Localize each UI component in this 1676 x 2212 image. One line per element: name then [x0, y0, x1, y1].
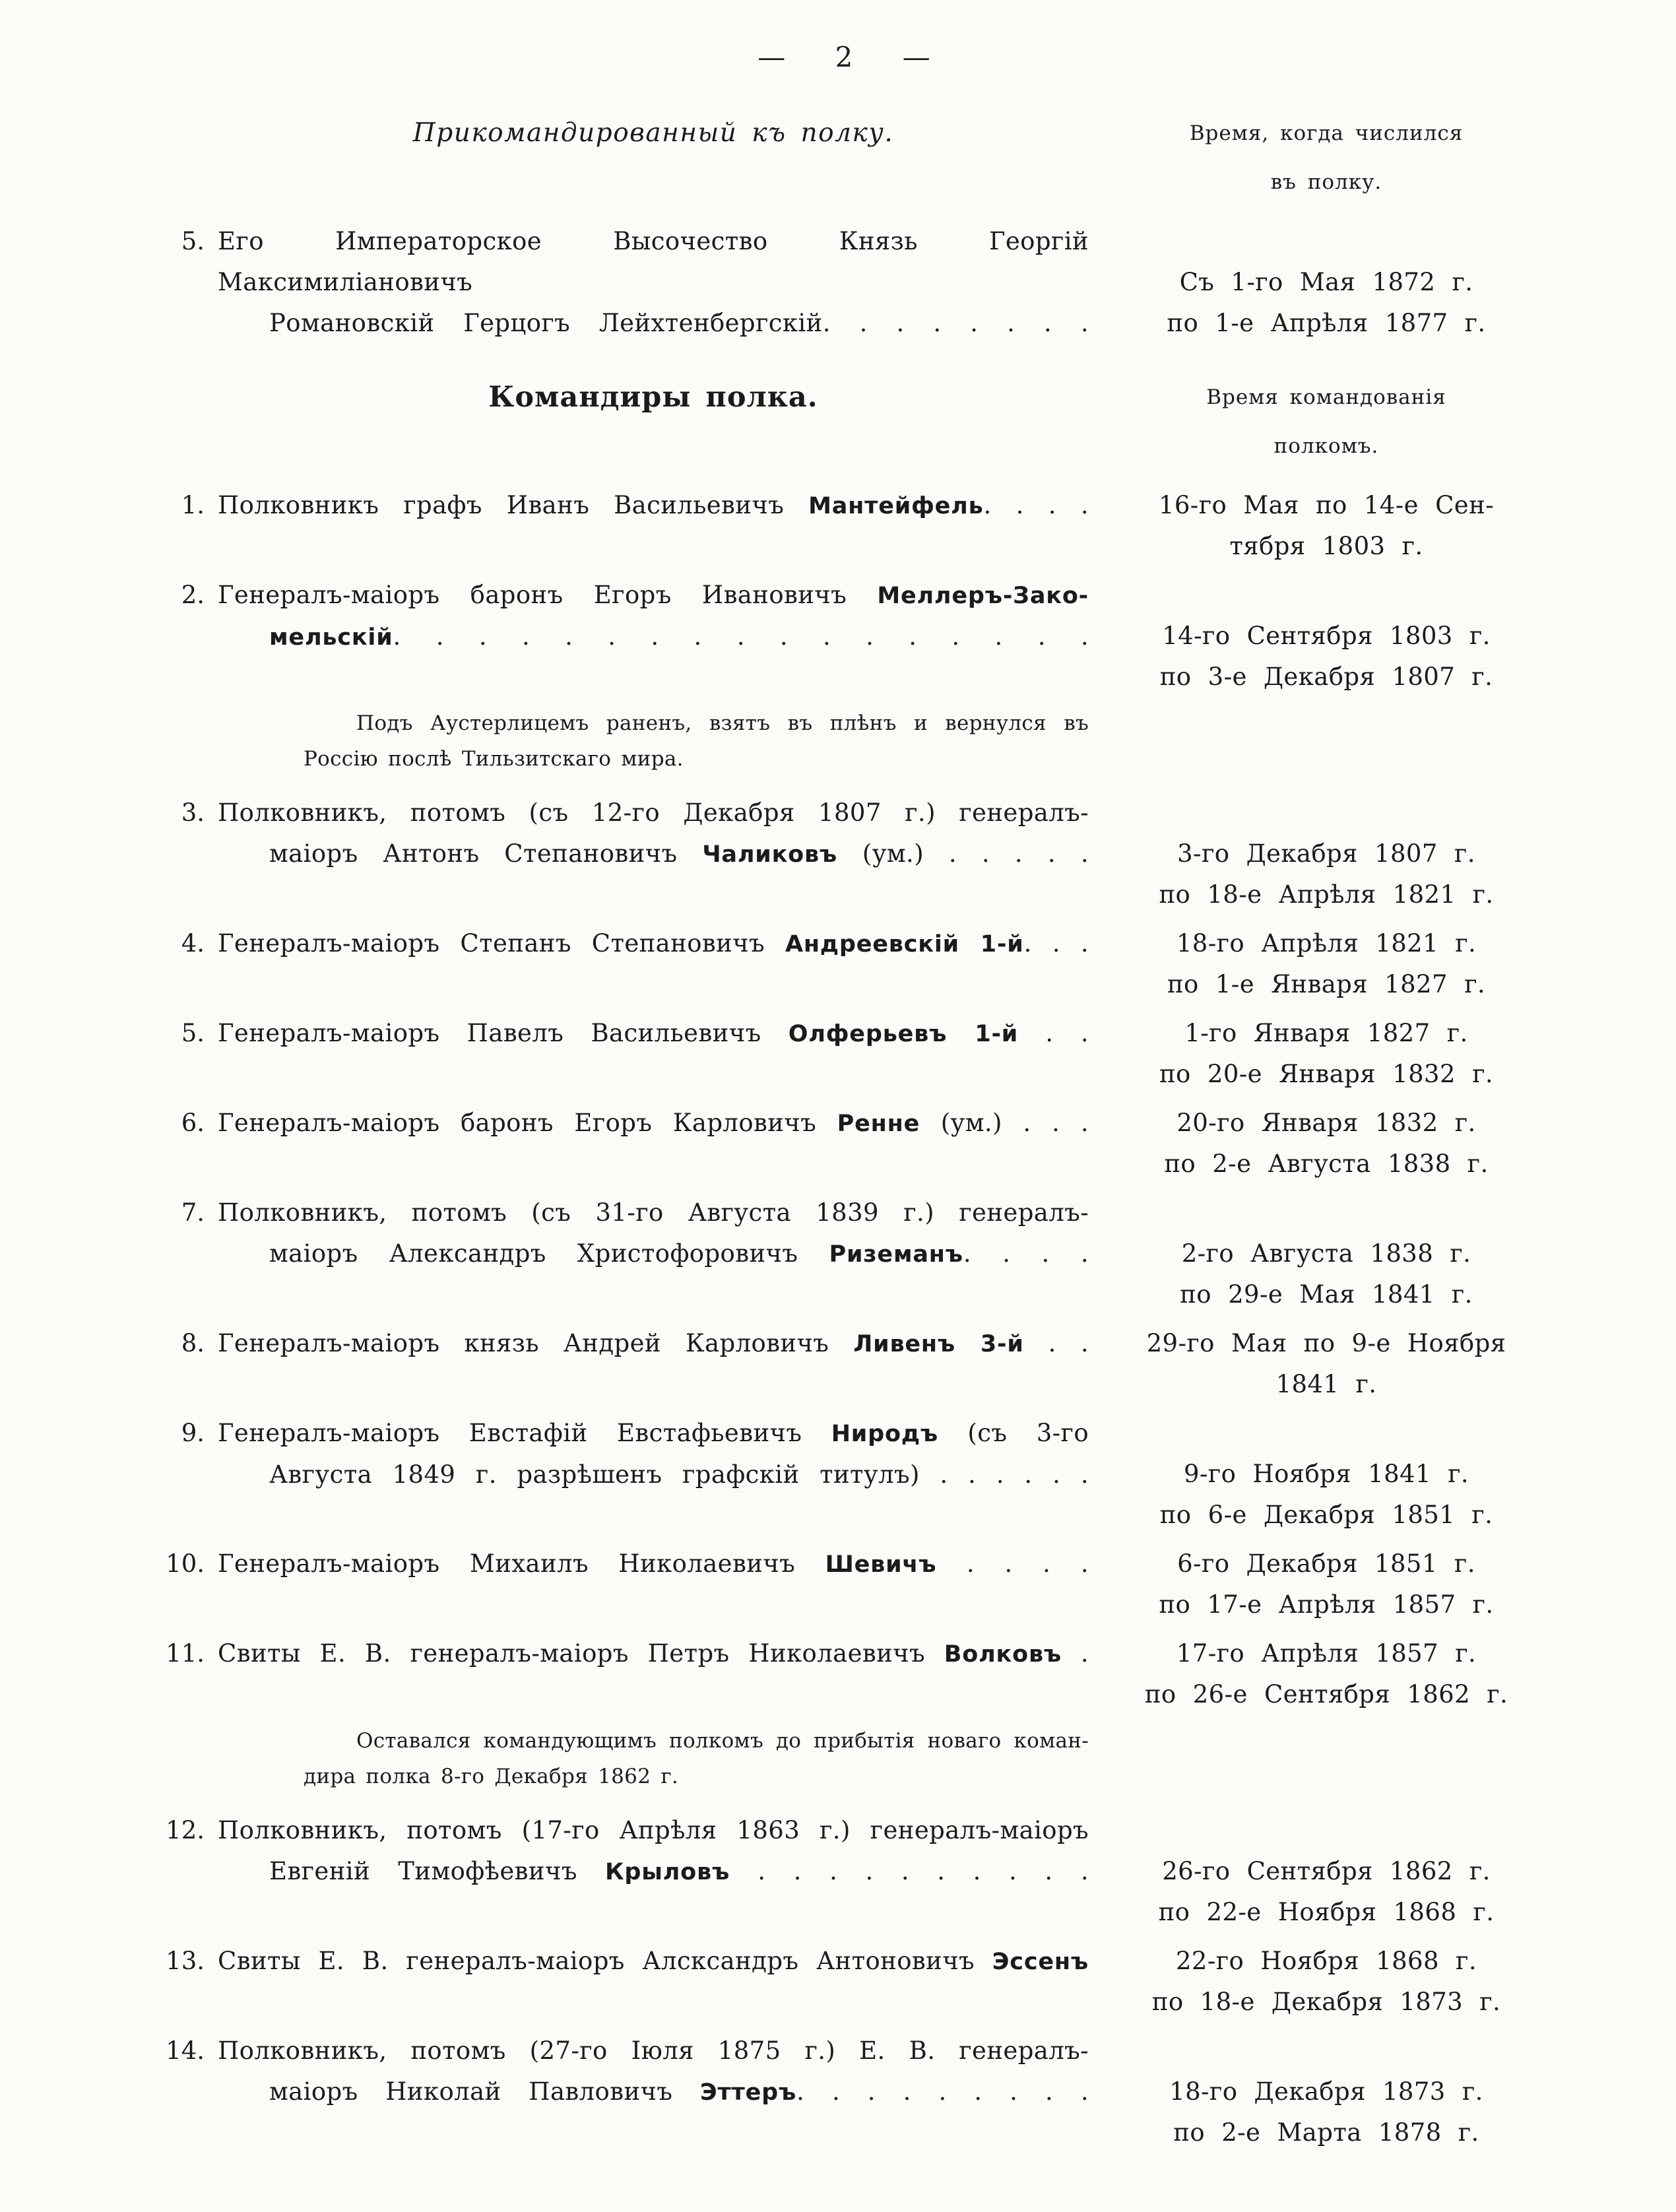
- entry-name: [218, 1633, 1089, 1675]
- entry-number: 5.: [181, 227, 205, 255]
- entry-number: 1.: [181, 491, 205, 519]
- surname: Меллеръ-Зако-: [877, 583, 1089, 609]
- name-text: маіоръ Николай Павловичъ: [269, 2077, 700, 2106]
- name-line: [218, 1323, 1089, 1365]
- date-line: по 18-е Апрѣля 1821 г.: [1159, 880, 1494, 909]
- entry-dates: [1115, 923, 1537, 1005]
- entry-dates: [1115, 1323, 1537, 1405]
- name-text: . . . .: [983, 491, 1089, 519]
- entry-number: 3.: [181, 798, 205, 827]
- surname: Олферьевъ 1-й: [788, 1021, 1019, 1047]
- note-line: Россію послѣ Тильзитскаго мира.: [304, 747, 684, 771]
- surname: Андреевскій 1-й: [785, 931, 1024, 958]
- date-line: 9-го Ноября 1841 г.: [1183, 1460, 1469, 1488]
- entry-name: [218, 1323, 1089, 1365]
- surname: Ренне: [837, 1111, 920, 1137]
- name-line: [218, 303, 1089, 344]
- entry-dates: [1115, 1013, 1537, 1095]
- date-line: 6-го Декабря 1851 г.: [1177, 1549, 1475, 1578]
- name-text: Полковникъ, потомъ (съ 12-го Декабря 1807 г.) генералъ-: [218, 798, 1089, 827]
- name-text: Генералъ-маіоръ князь Андрей Карловичъ: [218, 1329, 854, 1357]
- name-text: . . . .: [963, 1239, 1089, 1268]
- date-line: 29-го Мая по 9-е Ноября: [1146, 1329, 1506, 1357]
- date-line: 14-го Сентября 1803 г.: [1162, 622, 1491, 650]
- name-text: . .: [1018, 1019, 1089, 1047]
- name-text: Генералъ-маіоръ баронъ Егоръ Ивановичъ: [218, 581, 878, 609]
- note-column: [218, 1723, 1089, 1794]
- name-text: Полковникъ, потомъ (съ 31-го Августа 1839 г.) генералъ-: [218, 1198, 1089, 1227]
- entry-number: 11.: [166, 1639, 205, 1668]
- entry-name: [218, 1544, 1089, 1585]
- date-line: по 20-е Января 1832 г.: [1159, 1060, 1494, 1088]
- entry-number: 4.: [181, 929, 205, 958]
- entry-name: [218, 1013, 1089, 1055]
- entry-list: [152, 221, 1537, 344]
- section-header-row: [152, 373, 1537, 471]
- entry-dates: [1115, 616, 1537, 698]
- commander-entry: [152, 1103, 1537, 1185]
- entry-dates: [1115, 833, 1537, 915]
- name-text: . . . .: [936, 1549, 1089, 1578]
- name-line: [218, 1013, 1089, 1055]
- name-line: [218, 793, 1089, 833]
- page-number: — 2 —: [757, 41, 932, 73]
- entry-dates: [1115, 1633, 1537, 1715]
- name-line: [218, 1810, 1089, 1851]
- name-line: [218, 1413, 1089, 1454]
- commander-entry: [152, 1323, 1537, 1405]
- commander-entry: [152, 1941, 1537, 2023]
- entry-dates: [1115, 1941, 1537, 2023]
- commander-entry: [152, 1192, 1537, 1315]
- entry-name: [218, 1413, 1089, 1495]
- name-text: Полковникъ графъ Иванъ Васильевичъ: [218, 491, 809, 519]
- name-text: Генералъ-маіоръ Михаилъ Николаевичъ: [218, 1549, 825, 1578]
- entry-dates: [1115, 1233, 1537, 1315]
- date-line: по 29-е Мая 1841 г.: [1180, 1280, 1473, 1309]
- date-line: по 1-е Января 1827 г.: [1167, 970, 1486, 998]
- name-text: Генералъ-маіоръ Степанъ Степановичъ: [218, 929, 785, 958]
- entry-dates: [1115, 2071, 1537, 2153]
- name-text: Свиты Е. В. генералъ-маіоръ Петръ Николаевичъ: [218, 1639, 944, 1668]
- entry-dates: [1115, 485, 1537, 567]
- section: [152, 373, 1537, 2153]
- name-line: [218, 1233, 1089, 1275]
- surname: Эттеръ: [699, 2079, 797, 2106]
- section-header-row: [152, 109, 1537, 207]
- name-line: [218, 1851, 1089, 1893]
- name-text: .: [1062, 1639, 1089, 1668]
- entry-name: [218, 793, 1089, 875]
- date-line: 1841 г.: [1275, 1370, 1377, 1398]
- name-line: [218, 2031, 1089, 2071]
- name-text: Генералъ-маіоръ Евстафій Евстафьевичъ: [218, 1419, 831, 1447]
- commander-entry: [152, 221, 1537, 344]
- date-header-line: въ полку.: [1270, 170, 1382, 194]
- entry-name: [218, 2031, 1089, 2113]
- entry-name: [218, 485, 1089, 527]
- date-line: 3-го Декабря 1807 г.: [1177, 839, 1475, 868]
- name-line: [218, 1633, 1089, 1675]
- date-line: по 2-е Марта 1878 г.: [1173, 2118, 1479, 2147]
- name-line: [218, 1544, 1089, 1585]
- commander-entry: [152, 575, 1537, 698]
- name-text: . .: [1023, 1329, 1089, 1357]
- entry-number: 9.: [181, 1419, 205, 1447]
- entry-number: 12.: [166, 1816, 205, 1844]
- surname: Эссенъ: [992, 1949, 1089, 1975]
- note: [304, 705, 1089, 777]
- date-line: тября 1803 г.: [1229, 532, 1423, 560]
- date-line: 20-го Января 1832 г.: [1176, 1109, 1476, 1137]
- name-text: . . . . . . . . . .: [730, 1857, 1089, 1885]
- entry-dates: [1115, 1851, 1537, 1933]
- entry-name: [218, 1103, 1089, 1144]
- entry-number: 5.: [181, 1019, 205, 1047]
- date-line: 2-го Августа 1838 г.: [1181, 1239, 1471, 1268]
- note-column: [218, 705, 1089, 777]
- note-line: дира полка 8-го Декабря 1862 г.: [304, 1765, 679, 1788]
- name-text: Августа 1849 г. разрѣшенъ графскій титулъ) . . . . . .: [269, 1460, 1089, 1489]
- surname: Мантейфель: [808, 493, 984, 519]
- date-line: по 6-е Декабря 1851 г.: [1159, 1501, 1493, 1529]
- entry-dates: [1115, 1454, 1537, 1536]
- commander-entry: [152, 1810, 1537, 1933]
- section-heading: Прикомандированный къ полку.: [412, 118, 894, 148]
- name-text: Евгеній Тимофѣевичъ: [269, 1857, 605, 1885]
- entry-list: [152, 485, 1537, 2153]
- date-line: 16-го Мая по 14-е Сен-: [1158, 491, 1495, 519]
- commander-entry: [152, 1413, 1537, 1536]
- date-line: по 22-е Ноября 1868 г.: [1158, 1898, 1495, 1926]
- note-line: Подъ Аустерлицемъ раненъ, взятъ въ плѣнъ и вернулся въ: [356, 711, 1089, 735]
- surname: Ливенъ 3-й: [853, 1331, 1024, 1357]
- name-line: [218, 616, 1089, 658]
- name-line: [218, 923, 1089, 965]
- note-row: [152, 1723, 1537, 1794]
- entry-number: 13.: [166, 1947, 205, 1975]
- name-line: [218, 1103, 1089, 1144]
- date-line: по 2-е Августа 1838 г.: [1164, 1150, 1489, 1178]
- entry-name: [218, 923, 1089, 965]
- date-line: Съ 1-го Мая 1872 г.: [1179, 268, 1473, 296]
- date-line: по 26-е Сентября 1862 г.: [1144, 1680, 1508, 1708]
- entry-dates: [1115, 1544, 1537, 1625]
- entry-name: [218, 1810, 1089, 1893]
- name-line: [218, 1454, 1089, 1495]
- date-header-line: полкомъ.: [1273, 434, 1379, 458]
- date-line: 1-го Января 1827 г.: [1184, 1019, 1468, 1047]
- name-text: Полковникъ, потомъ (27-го Іюля 1875 г.) Е. В. генералъ-: [218, 2036, 1089, 2065]
- name-text: . . .: [1023, 929, 1089, 958]
- date-column-header: [1115, 373, 1537, 471]
- date-line: 18-го Декабря 1873 г.: [1169, 2077, 1483, 2106]
- date-line: по 17-е Апрѣля 1857 г.: [1159, 1590, 1494, 1619]
- sections: [152, 109, 1537, 2153]
- name-line: [218, 221, 1089, 303]
- name-line: [218, 575, 1089, 616]
- date-line: по 18-е Декабря 1873 г.: [1151, 1988, 1501, 2016]
- commander-entry: [152, 793, 1537, 915]
- commander-entry: [152, 485, 1537, 567]
- entry-dates: [1115, 262, 1537, 344]
- name-text: Генералъ-маіоръ Павелъ Васильевичъ: [218, 1019, 789, 1047]
- date-header-line: Время командованія: [1206, 385, 1446, 409]
- name-text: . . . . . . . . .: [796, 2077, 1089, 2106]
- name-line: [218, 2071, 1089, 2113]
- entry-number: 8.: [181, 1329, 205, 1357]
- section-heading: Командиры полка.: [488, 381, 818, 414]
- commander-entry: [152, 1633, 1537, 1715]
- entry-name: [218, 1941, 1089, 1982]
- surname: Крыловъ: [605, 1859, 730, 1885]
- surname: Шевичъ: [825, 1551, 937, 1578]
- name-text: Романовскій Герцогъ Лейхтенбергскій. . . . . . . .: [269, 309, 1089, 337]
- entry-number: 2.: [181, 581, 205, 609]
- entry-name: [218, 575, 1089, 658]
- entry-number: 10.: [166, 1549, 205, 1578]
- note: [304, 1723, 1089, 1794]
- date-line: 18-го Апрѣля 1821 г.: [1176, 929, 1477, 958]
- name-text: (ум.) . . .: [920, 1109, 1089, 1137]
- date-line: 22-го Ноября 1868 г.: [1175, 1947, 1477, 1975]
- name-text: маіоръ Александръ Христофоровичъ: [269, 1239, 829, 1268]
- surname: Ниродъ: [831, 1421, 939, 1447]
- name-line: [218, 1941, 1089, 1982]
- name-line: [218, 833, 1089, 875]
- surname: Волковъ: [944, 1641, 1062, 1668]
- date-column-header: [1115, 109, 1537, 207]
- date-line: 17-го Апрѣля 1857 г.: [1176, 1639, 1477, 1668]
- name-text: Полковникъ, потомъ (17-го Апрѣля 1863 г.) генералъ-маіоръ: [218, 1816, 1089, 1844]
- date-header-line: Время, когда числился: [1189, 121, 1464, 145]
- commander-entry: [152, 923, 1537, 1005]
- surname: Чаликовъ: [702, 841, 838, 868]
- surname: мельскій: [269, 624, 393, 651]
- name-text: маіоръ Антонъ Степановичъ: [269, 839, 703, 868]
- entry-dates: [1115, 1103, 1537, 1185]
- date-line: по 1-е Апрѣля 1877 г.: [1167, 309, 1486, 337]
- note-row: [152, 705, 1537, 777]
- name-text: Генералъ-маіоръ баронъ Егоръ Карловичъ: [218, 1109, 837, 1137]
- surname: Риземанъ: [829, 1241, 963, 1268]
- entry-name: [218, 221, 1089, 344]
- entry-number: 7.: [181, 1198, 205, 1227]
- name-line: [218, 1192, 1089, 1233]
- commander-entry: [152, 2031, 1537, 2153]
- note-line: Оставался командующимъ полкомъ до прибытія новаго коман-: [356, 1729, 1089, 1753]
- name-text: Его Императорское Высочество Князь Георгій Максимиліановичъ: [218, 227, 1089, 296]
- name-text: (съ 3-го: [938, 1419, 1089, 1447]
- commander-entry: [152, 1544, 1537, 1625]
- name-text: (ум.) . . . . .: [837, 839, 1089, 868]
- name-text: Свиты Е. В. генералъ-маіоръ Алсксандръ Антоновичъ: [218, 1947, 992, 1975]
- date-line: по 3-е Декабря 1807 г.: [1159, 663, 1493, 691]
- name-line: [218, 485, 1089, 527]
- section: [152, 109, 1537, 344]
- entry-name: [218, 1192, 1089, 1275]
- entry-number: 6.: [181, 1109, 205, 1137]
- entry-number: 14.: [166, 2036, 205, 2065]
- date-line: 26-го Сентября 1862 г.: [1162, 1857, 1491, 1885]
- name-text: . . . . . . . . . . . . . . . . .: [393, 622, 1089, 651]
- commander-entry: [152, 1013, 1537, 1095]
